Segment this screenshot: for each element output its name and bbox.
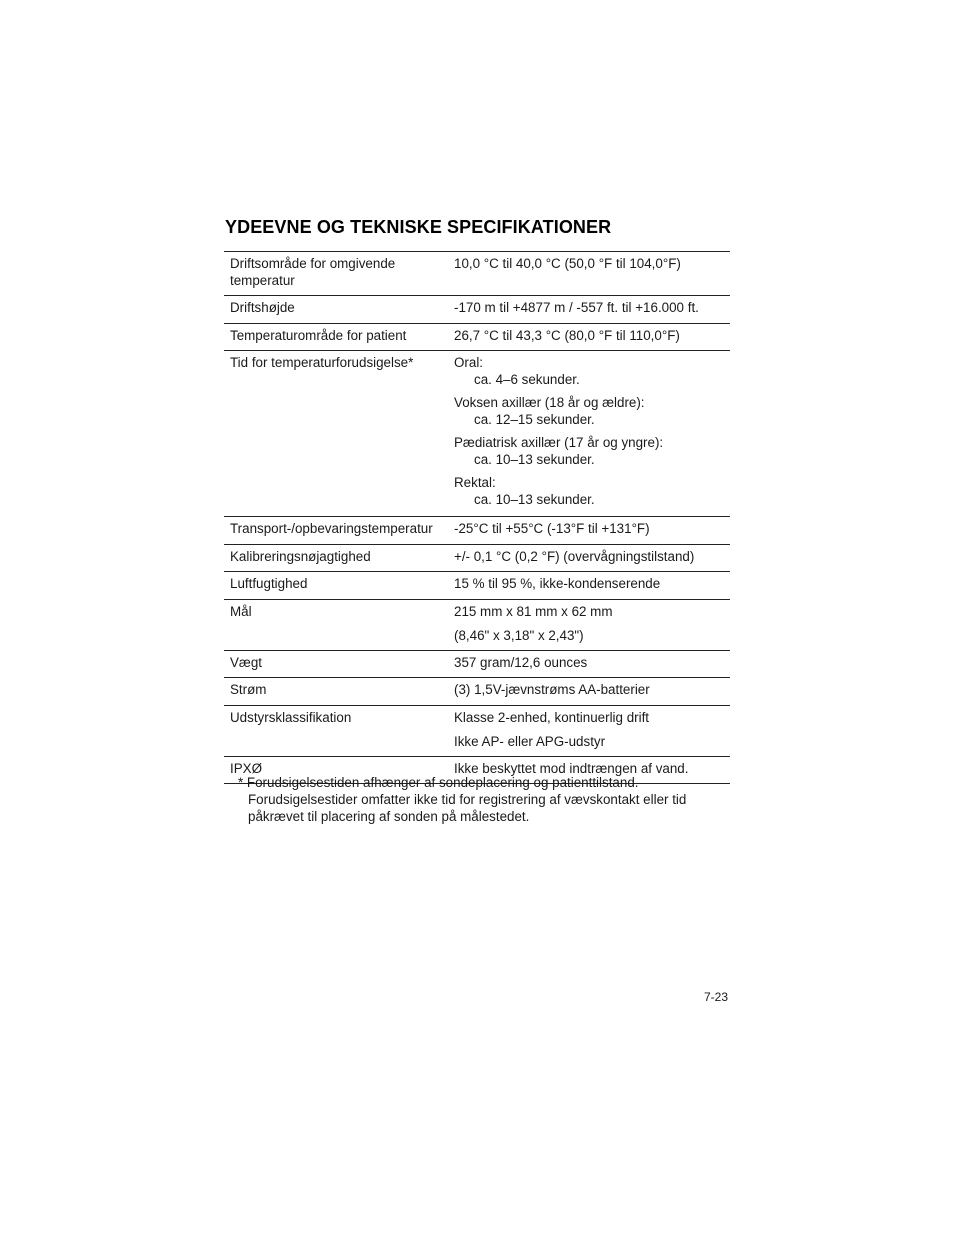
table-row (224, 572, 730, 600)
row-value (448, 600, 730, 650)
table-row (224, 651, 730, 678)
row-label (224, 706, 448, 756)
label-line: Driftsområde for omgivende (230, 256, 396, 271)
value-line: 10,0 °C til 40,0 °C (50,0 °F til 104,0°F) (454, 256, 681, 271)
row-value (448, 545, 730, 571)
footnote-line: * Forudsigelsestiden afhænger af sondeplacering og patienttilstand. (238, 775, 639, 790)
row-label (224, 545, 448, 571)
footnote (238, 774, 738, 825)
value-line: +/- 0,1 °C (0,2 °F) (overvågningstilstand) (454, 549, 695, 564)
value-line: ca. 10–13 sekunder. (474, 492, 595, 507)
row-label (224, 252, 448, 295)
value-line: Ikke beskyttet mod indtrængen af vand. (454, 761, 689, 776)
label-line: temperatur (230, 273, 295, 288)
value-line: -170 m til +4877 m / -557 ft. til +16.000 ft. (454, 300, 699, 315)
value-line: 26,7 °C til 43,3 °C (80,0 °F til 110,0°F) (454, 328, 680, 343)
table-row (224, 678, 730, 706)
row-value (448, 572, 730, 599)
table-row (224, 351, 730, 517)
value-line: ca. 10–13 sekunder. (474, 452, 595, 467)
row-value (448, 324, 730, 350)
row-label (224, 600, 448, 650)
row-label (224, 296, 448, 323)
row-value (448, 351, 730, 516)
row-label (224, 324, 448, 350)
spec-table (224, 251, 730, 784)
row-label (224, 678, 448, 705)
table-row (224, 252, 730, 296)
value-line: 215 mm x 81 mm x 62 mm (454, 604, 613, 619)
value-line: Pædiatrisk axillær (17 år og yngre): (454, 435, 664, 450)
table-row (224, 545, 730, 572)
table-row (224, 324, 730, 351)
value-line: (3) 1,5V-jævnstrøms AA-batterier (454, 682, 650, 697)
label-line: Luftfugtighed (230, 576, 308, 591)
label-line: IPXØ (230, 761, 262, 776)
footnote-line: Forudsigelsestider omfatter ikke tid for registrering af vævskontakt eller tid (248, 792, 687, 807)
label-line: Tid for temperaturforudsigelse* (230, 355, 414, 370)
row-value (448, 517, 730, 544)
row-label (224, 351, 448, 516)
table-row (224, 706, 730, 757)
row-value (448, 296, 730, 323)
row-value (448, 706, 730, 756)
page-number: 7-23 (704, 990, 729, 1004)
label-line: Driftshøjde (230, 300, 295, 315)
value-line: 15 % til 95 %, ikke-kondenserende (454, 576, 661, 591)
label-line: Transport-/opbevaringstemperatur (230, 521, 433, 536)
label-line: Mål (230, 604, 252, 619)
label-line: Vægt (230, 655, 263, 670)
value-line: Ikke AP- eller APG-udstyr (454, 734, 606, 749)
value-line: Voksen axillær (18 år og ældre): (454, 395, 645, 410)
label-line: Udstyrsklassifikation (230, 710, 352, 725)
value-line: -25°C til +55°C (-13°F til +131°F) (454, 521, 650, 536)
value-line: Rektal: (454, 475, 496, 490)
row-value (448, 678, 730, 705)
row-value (448, 651, 730, 677)
value-line: Klasse 2-enhed, kontinuerlig drift (454, 710, 650, 725)
row-label (224, 572, 448, 599)
value-line: Oral: (454, 355, 484, 370)
label-line: Strøm (230, 682, 267, 697)
row-value (448, 252, 730, 295)
row-label (224, 517, 448, 544)
table-row (224, 296, 730, 324)
label-line: Temperaturområde for patient (230, 328, 407, 343)
value-line: 357 gram/12,6 ounces (454, 655, 588, 670)
row-label (224, 651, 448, 677)
value-line: (8,46" x 3,18" x 2,43") (454, 628, 584, 643)
value-line: ca. 12–15 sekunder. (474, 412, 595, 427)
page-title: YDEEVNE OG TEKNISKE SPECIFIKATIONER (225, 217, 612, 237)
label-line: Kalibreringsnøjagtighed (230, 549, 371, 564)
value-line: ca. 4–6 sekunder. (474, 372, 580, 387)
footnote-line: påkrævet til placering af sonden på målestedet. (248, 809, 530, 824)
table-row (224, 517, 730, 545)
table-row (224, 600, 730, 651)
